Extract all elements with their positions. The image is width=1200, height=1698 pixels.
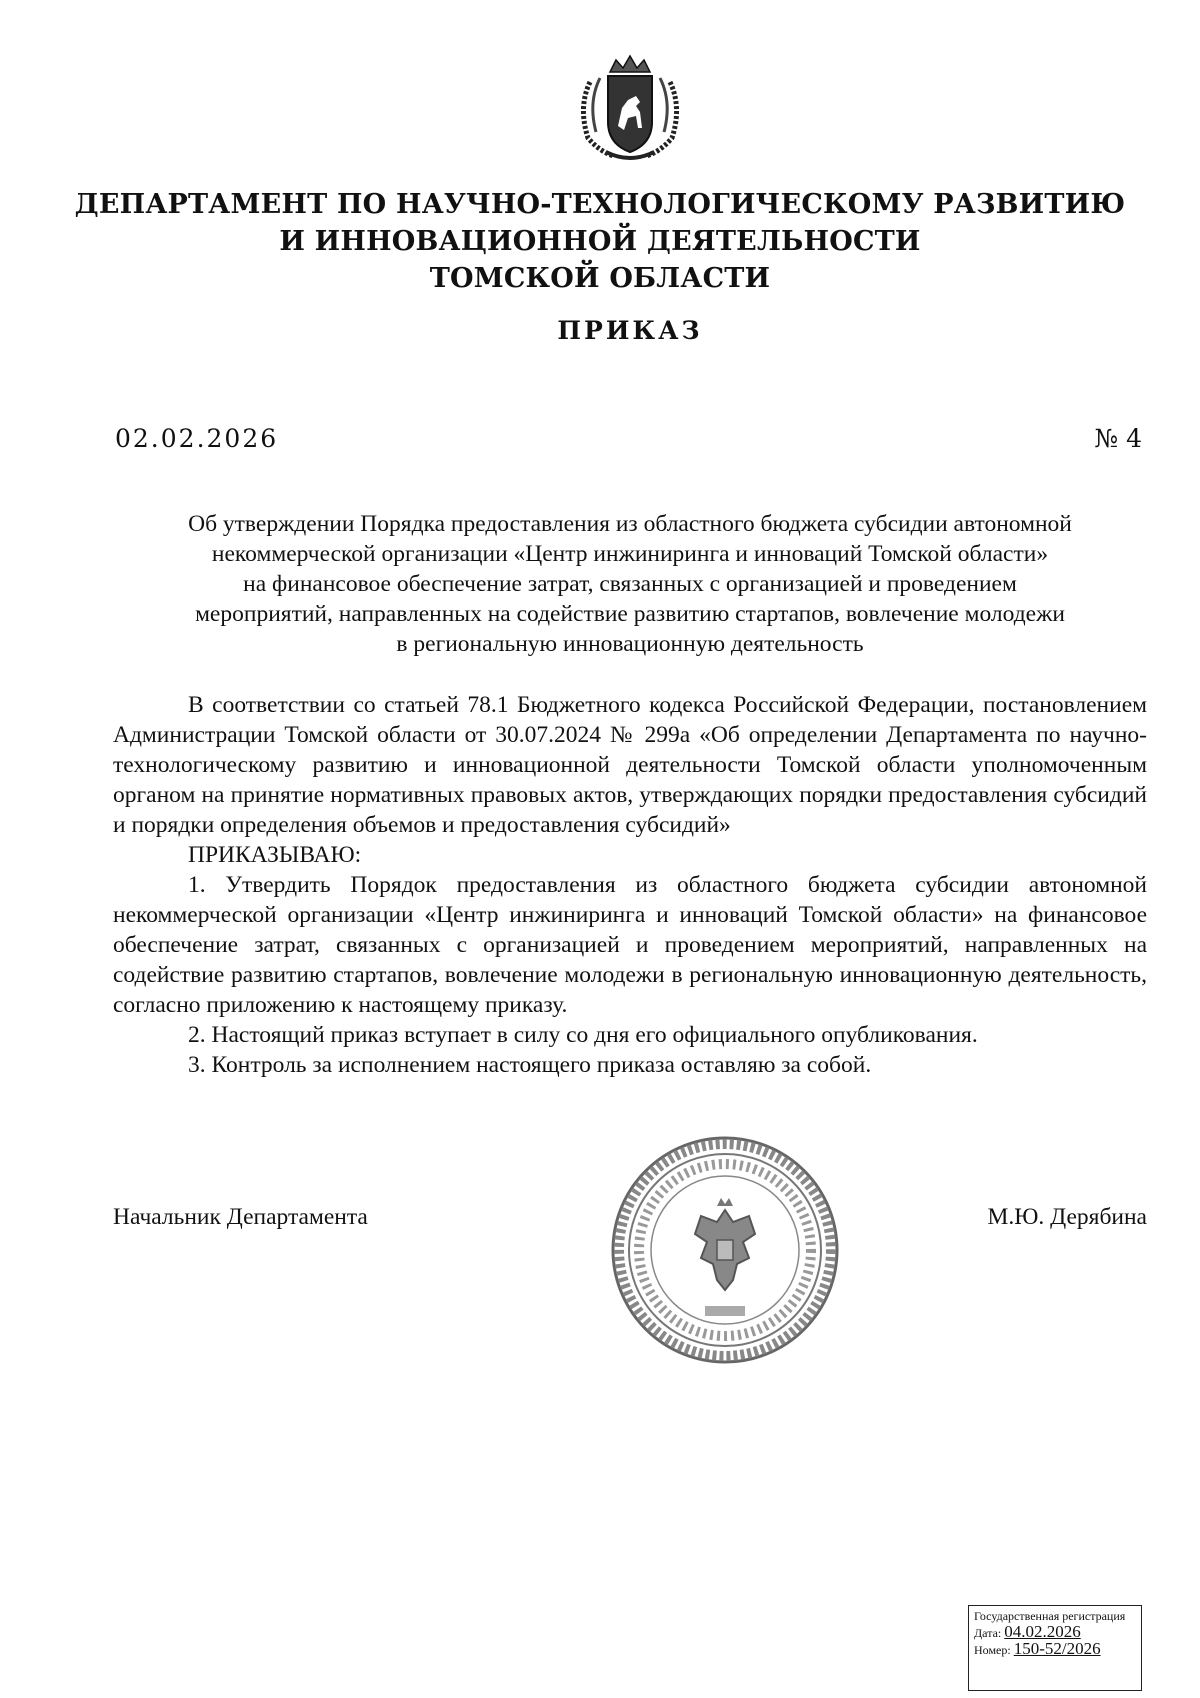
department-title-line-2: И ИННОВАЦИОННОЙ ДЕЯТЕЛЬНОСТИ [279,226,921,257]
department-title-line-1: ДЕПАРТАМЕНТ ПО НАУЧНО-ТЕХНОЛОГИЧЕСКОМУ РАЗВИТИЮ [74,189,1126,220]
department-title-line-3: ТОМСКОЙ ОБЛАСТИ [429,263,771,294]
document-body [113,690,1147,1080]
document-subject [110,509,1150,659]
order-word: ПРИКАЗЫВАЮ: [188,842,362,868]
registration-date-label: Дата: [974,1626,1002,1640]
document-number: № 4 [1094,424,1142,453]
document-type: ПРИКАЗ [557,316,703,345]
subject-line: некоммерческой организации «Центр инжиниринга и инноваций Томской области» [211,541,1049,567]
order-item-1: 1. Утвердить Порядок предоставления из областного бюджета субсидии автономной некоммерческой организации «Центр инжиниринга и инноваций Томской области» на финансовое обеспечение затрат, связанных с организацией и проведением мероприятий, направленных на содействие развитию стартапов, вовлечение молодежи в региональную инновационную деятельность, согласно приложению к настоящему приказу. [113,872,1147,1018]
document-date: 02.02.2026 [115,424,279,453]
subject-line: Об утверждении Порядка предоставления из областного бюджета субсидии автономной [188,511,1072,537]
registration-stamp [968,1605,1142,1691]
subject-line: мероприятий, направленных на содействие развитию стартапов, вовлечение молодежи [195,601,1065,627]
subject-line: на финансовое обеспечение затрат, связанных с организацией и проведением [243,571,1017,597]
registration-heading: Государственная регистрация [974,1609,1126,1623]
registration-number-value: 150-52/2026 [1013,1639,1101,1658]
official-seal-icon [605,1130,845,1370]
registration-date-value: 04.02.2026 [1004,1622,1081,1641]
department-title [60,186,1140,297]
signatory-position: Начальник Департамента [113,1204,368,1230]
order-item-2: 2. Настоящий приказ вступает в силу со дня его официального опубликования. [188,1022,978,1048]
signatory-name: М.Ю. Дерябина [987,1204,1147,1230]
preamble-paragraph: В соответствии со статьей 78.1 Бюджетного кодекса Российской Федерации, постановлением Администрации Томской области от 30.07.2024 № 299а «Об определении Департамента по научно-технологическому развитию и инновационной деятельности Томской области уполномоченным органом на принятие нормативных правовых актов, утверждающих порядки предоставления субсидий и порядки определения объемов и предоставления субсидий» [113,692,1147,838]
order-item-3: 3. Контроль за исполнением настоящего приказа оставляю за собой. [188,1052,872,1078]
registration-number-label: Номер: [974,1643,1011,1657]
tomsk-coat-of-arms-icon [570,52,690,164]
subject-line: в региональную инновационную деятельность [396,631,864,657]
